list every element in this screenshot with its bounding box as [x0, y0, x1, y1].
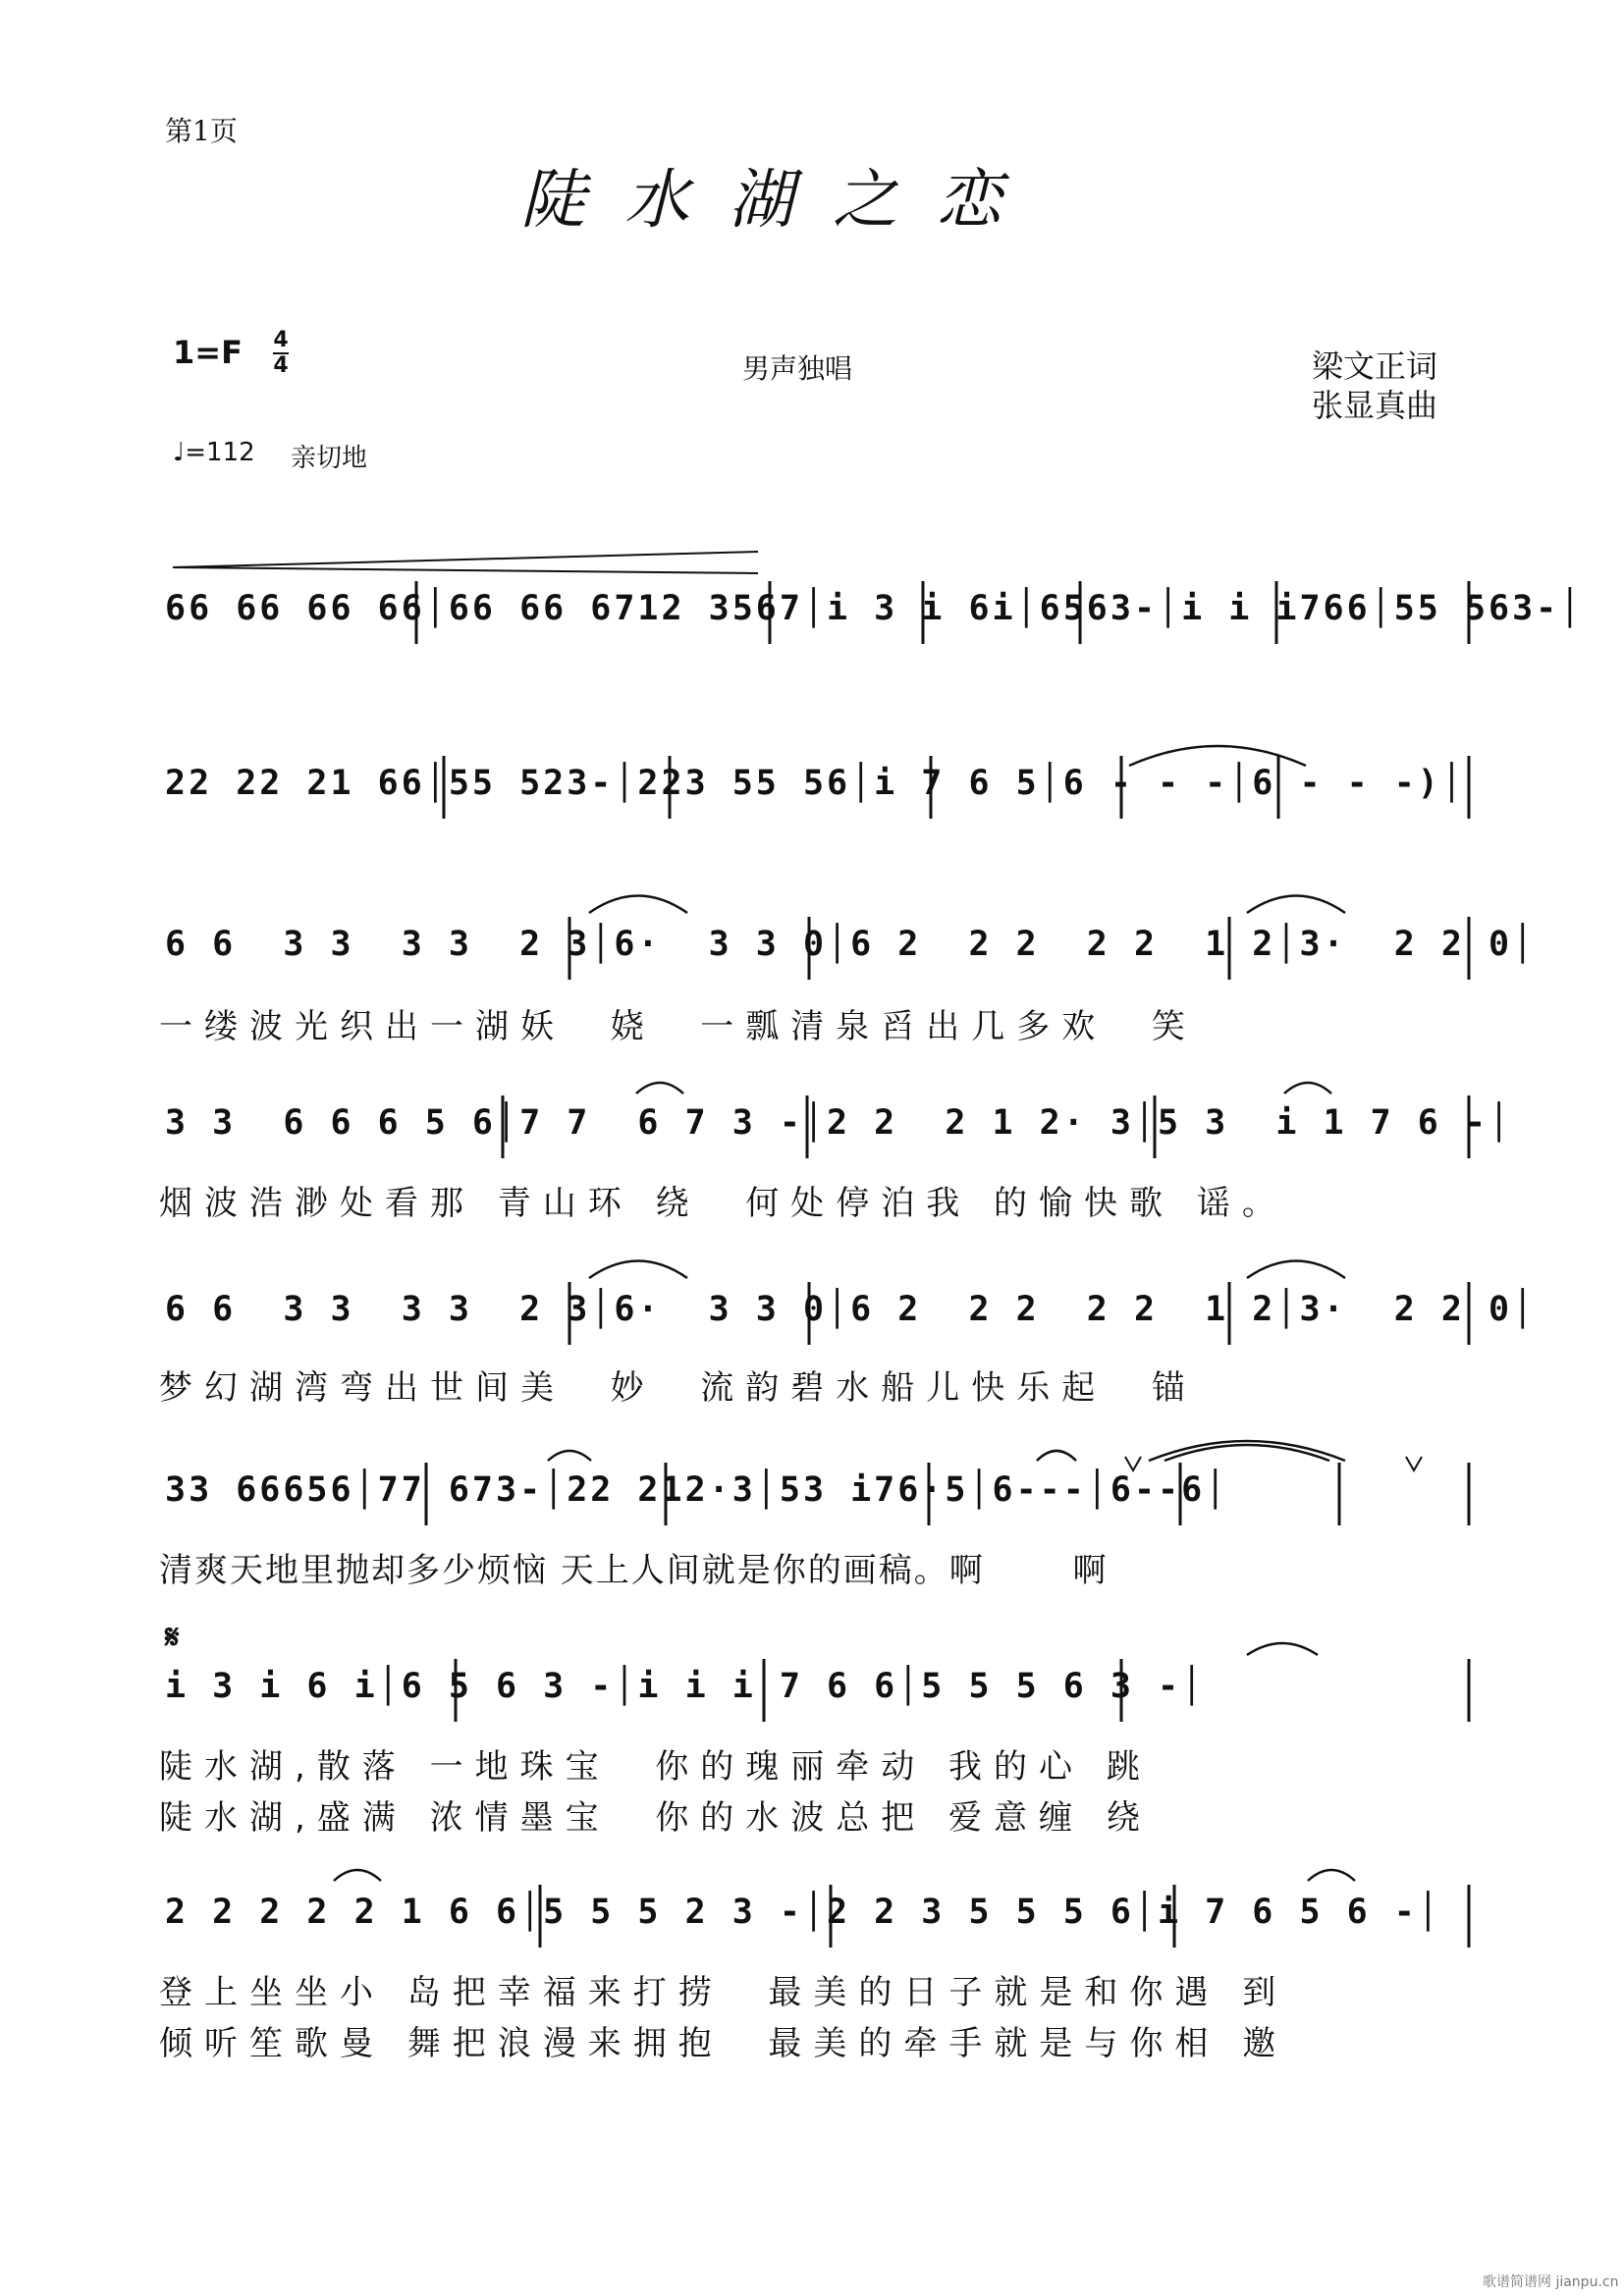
system-6-notes: 33 66656│77 673-│22 212·3│53 i76·5│6---│6--6│ — [165, 1470, 1229, 1510]
system-5-notes: 6 6 3 3 3 3 2 3│6· 3 3 0│6 2 2 2 2 2 1 2│3· 2 2 0│ — [165, 1290, 1537, 1329]
meter-bottom: 4 — [273, 353, 289, 378]
system-3-lyric-1: 一缕波光织出一湖妖 娆 一瓢清泉舀出几多欢 笑 — [159, 1007, 1197, 1046]
system-4-notes: 3 3 6 6 6 5 6│7 7 6 7 3 -│2 2 2 1 2· 3│5 3 i 1 7 6 -│ — [165, 1103, 1513, 1143]
tempo-mark: ♩=112 — [173, 438, 255, 467]
key-signature: 1=F — [173, 334, 243, 371]
page-label: 第1页 — [165, 115, 238, 147]
system-4-lyric-1: 烟波浩渺处看那 青山环 绕 何处停泊我 的愉快歌 谣。 — [159, 1184, 1287, 1223]
system-6-lyric-1: 清爽天地里抛却多少烦恼 天上人间就是你的画稿。啊 啊 — [159, 1551, 1109, 1590]
system-7-lyric-2: 陡水湖,盛满 浓情墨宝 你的水波总把 爱意缠 绕 — [159, 1798, 1152, 1838]
system-1-notes: 66 66 66 66│66 66 6712 3567│i 3 i 6i│6563-│i i i766│55 563-│ — [165, 589, 1584, 628]
song-title: 陡水湖之恋 — [520, 162, 1041, 238]
system-8-lyric-1: 登上坐坐小 岛把幸福来打捞 最美的日子就是和你遇 到 — [159, 1973, 1288, 2012]
footer-watermark: 歌谱简谱网 jianpu.cn — [1483, 2274, 1619, 2290]
system-5-lyric-1: 梦幻湖湾弯出世间美 妙 流韵碧水船儿快乐起 锚 — [159, 1368, 1197, 1408]
segno-sign: 𝄋 — [165, 1618, 180, 1657]
system-7-notes: i 3 i 6 i│6 5 6 3 -│i i i 7 6 6│5 5 5 6 3 -│ — [165, 1667, 1206, 1706]
system-8-notes: 2 2 2 2 2 1 6 6│5 5 5 2 3 -│2 2 3 5 5 5 6│i 7 6 5 6 -│ — [165, 1893, 1441, 1932]
lyricist-credit: 梁文正词 — [1312, 347, 1438, 385]
system-3-notes: 6 6 3 3 3 3 2 3│6· 3 3 0│6 2 2 2 2 2 1 2│3· 2 2 0│ — [165, 925, 1537, 964]
performer-note: 男声独唱 — [742, 352, 853, 385]
composer-credit: 张显真曲 — [1312, 387, 1438, 424]
expression-mark: 亲切地 — [291, 444, 368, 473]
system-8-lyric-2: 倾听笙歌曼 舞把浪漫来拥抱 最美的牵手就是与你相 邀 — [159, 2024, 1288, 2063]
system-2-notes: 22 22 21 66│55 523-│223 55 56│i 7 6 5│6 - - -│6 - - -)│ — [165, 764, 1465, 803]
system-7-lyric-1: 陡水湖,散落 一地珠宝 你的瑰丽牵动 我的心 跳 — [159, 1747, 1152, 1787]
meter-top: 4 — [273, 328, 289, 352]
